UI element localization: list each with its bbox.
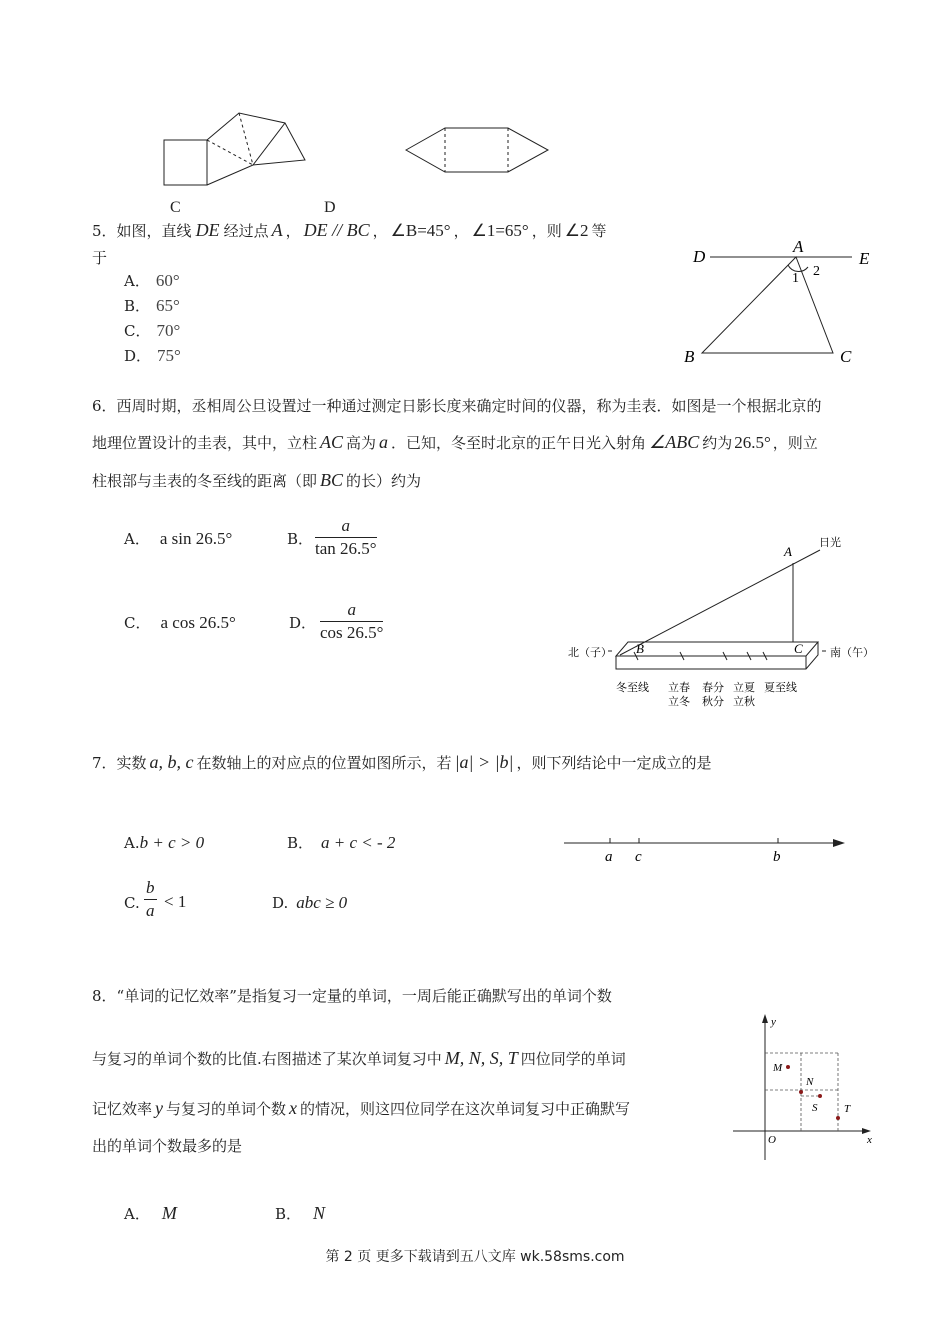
q5-label-b: B: [684, 347, 695, 366]
q5-label-c: C: [840, 347, 852, 366]
q6-option-a-value: a sin 26.5°: [159, 529, 233, 548]
q5-stem: [92, 220, 607, 241]
q5-math-de: DE: [195, 220, 220, 240]
q5-stem-cont: 于: [92, 249, 108, 267]
q6-line-2: [92, 432, 818, 453]
q6-gnomon-figure: [560, 530, 890, 710]
q8-option-b-value: N: [313, 1203, 326, 1223]
q5-option-c: [124, 321, 180, 341]
q8-line-2: [92, 1048, 626, 1069]
q7-option-a: [124, 833, 204, 853]
q7-option-b: [287, 833, 395, 853]
figure-d-label: D: [324, 199, 336, 216]
q8-label-n: N: [806, 1076, 814, 1088]
q5-option-b: [124, 296, 180, 316]
q8-option-a-value: M: [161, 1203, 177, 1223]
q5-math-a: A: [271, 220, 283, 240]
q5-math-angle-b: ∠B=45°: [390, 221, 451, 240]
q6-option-b-key: B．: [287, 530, 314, 548]
q7-stem: [92, 752, 712, 773]
q6-option-b-numerator: a: [315, 516, 377, 538]
page-footer: 第 2 页 更多下载请到五八文库 wk.58sms.com: [325, 1249, 625, 1265]
q8-line-2-a: 与复习的单词个数的比值.右图描述了某次单词复习中: [92, 1050, 442, 1068]
q6-label-summer-begin: 立夏: [733, 681, 755, 694]
figure-c-label: C: [170, 199, 181, 216]
q7-option-c-rest: < 1: [164, 892, 187, 911]
q7-option-c-numerator: b: [144, 878, 157, 900]
q8-line-3: [92, 1098, 630, 1119]
q6-option-c: [124, 613, 236, 633]
q5-triangle-figure: [680, 232, 885, 372]
q7-option-c-denominator: a: [146, 901, 155, 920]
q8-option-b-key: B．: [275, 1205, 302, 1223]
q8-axis-label-y: y: [771, 1016, 776, 1028]
q6-option-c-value: a cos 26.5°: [160, 613, 236, 632]
q8-option-b: [275, 1203, 325, 1224]
q6-line-3: [92, 470, 421, 491]
q6-line-1: 6．西周时期，丞相周公旦设置过一种通过测定日影长度来确定时间的仪器，称为圭表．如图是一个根据北京的: [92, 397, 822, 415]
q6-label-north: 北（子）: [568, 646, 612, 659]
q5-math-angle-1: ∠1=65°: [471, 221, 529, 240]
q7-text-1: 7．实数: [92, 754, 147, 772]
q5-option-a-value: 60°: [155, 271, 180, 290]
q6-label-c: C: [794, 641, 803, 656]
q8-line-3-b: 与复习的单词个数: [166, 1100, 287, 1118]
q6-label-autumn-equinox: 秋分: [702, 695, 724, 708]
q6-option-c-key: C．: [124, 614, 151, 632]
q7-option-d: [272, 893, 347, 913]
q7-option-d-value: abc ≥ 0: [296, 893, 348, 912]
q8-label-m: M: [773, 1062, 783, 1074]
q6-label-sun: 日光: [819, 536, 841, 549]
q5-option-c-value: 70°: [156, 321, 181, 340]
q5-label-a: A: [793, 237, 804, 256]
q5-sep-3: ，: [453, 222, 469, 240]
q6-label-b: B: [636, 641, 644, 656]
q5-math-parallel: DE // BC: [303, 220, 370, 240]
q8-line-1: 8．“单词的记忆效率”是指复习一定量的单词，一周后能正确默写出的单词个数: [92, 987, 612, 1005]
q8-point-t: [836, 1116, 840, 1120]
q5-label-d: D: [693, 247, 706, 266]
q5-option-c-key: C．: [124, 322, 151, 340]
q6-option-d-key: D．: [289, 614, 317, 632]
q6-math-angle: ∠ABC: [649, 432, 700, 452]
q8-math-x: x: [289, 1098, 298, 1118]
q5-label-2: 2: [813, 264, 820, 279]
q6-line-2-d: 约为: [702, 434, 733, 452]
q6-label-summer: 夏至线: [764, 681, 797, 694]
q6-line-2-b: 高为: [346, 434, 377, 452]
q8-line-3-c: 的情况，则这四位同学在这次单词复习中正确默写: [300, 1100, 631, 1118]
q8-label-s: S: [812, 1102, 818, 1114]
q8-axis-label-o: O: [768, 1134, 776, 1146]
q6-label-autumn-begin: 立秋: [733, 695, 755, 708]
q7-math-vars: a, b, c: [149, 752, 194, 772]
q7-option-c-fraction: [144, 878, 157, 921]
q7-text-2: 在数轴上的对应点的位置如图所示，若: [196, 754, 452, 772]
q6-option-d-numerator: a: [320, 600, 383, 622]
q5-label-e: E: [859, 249, 870, 268]
q7-option-b-key: B．: [287, 834, 314, 852]
q6-label-winter: 冬至线: [616, 681, 649, 694]
q6-math-ac: AC: [320, 432, 344, 452]
q6-line-2-c: ．已知，冬至时北京的正午日光入射角: [391, 434, 647, 452]
q6-label-spring-equinox: 春分: [702, 681, 724, 694]
q5-number: 5．: [92, 222, 117, 240]
q5-option-d: [124, 346, 181, 366]
q7-number-line: [560, 828, 855, 868]
q6-math-value: 26.5°: [734, 433, 771, 452]
q8-point-s: [818, 1094, 822, 1098]
q5-sep-2: ，: [372, 222, 388, 240]
q8-option-a: [124, 1203, 177, 1224]
q6-label-spring-begin: 立春: [668, 681, 690, 694]
q8-option-a-key: A．: [124, 1205, 150, 1223]
q6-option-d-fraction: [320, 600, 383, 643]
q7-math-condition: |a| > |b|: [454, 752, 514, 772]
q5-text-2: 经过点: [223, 222, 269, 240]
q6-option-a-key: A．: [124, 530, 150, 548]
q5-text-3: ，则: [531, 222, 562, 240]
figure-d: [400, 120, 555, 185]
q7-option-b-value: a + c < - 2: [321, 833, 396, 852]
q8-scatter-figure: [725, 1010, 885, 1165]
q6-option-b-fraction: [315, 516, 377, 559]
q8-math-y: y: [155, 1098, 164, 1118]
q8-line-3-a: 记忆效率: [92, 1100, 153, 1118]
q7-axis-label-b: b: [773, 849, 781, 865]
q5-text-4: 等: [591, 222, 607, 240]
q8-point-n: [799, 1090, 803, 1094]
q5-text-1: 如图，直线: [116, 222, 192, 240]
q8-point-m: [786, 1065, 790, 1069]
q5-math-angle-2: ∠2: [564, 221, 589, 240]
q7-option-a-key: A.: [124, 834, 140, 852]
q8-line-4: 出的单词个数最多的是: [92, 1137, 243, 1155]
q5-sep-1: ，: [285, 222, 301, 240]
q5-option-d-value: 75°: [157, 346, 181, 365]
q6-line-3-b: 的长）约为: [346, 472, 422, 490]
q7-text-3: ，则下列结论中一定成立的是: [516, 754, 712, 772]
q7-option-a-value: b + c > 0: [139, 833, 205, 852]
q5-label-1: 1: [792, 271, 799, 286]
q7-axis-label-c: c: [635, 849, 642, 865]
q6-option-b-denominator: tan 26.5°: [315, 539, 377, 558]
q6-label-south: 南（午）: [830, 646, 874, 659]
q6-option-a: [124, 529, 232, 549]
figure-c: [155, 105, 315, 195]
q6-label-a: A: [784, 544, 792, 559]
q8-line-2-b: 四位同学的单词: [520, 1050, 626, 1068]
q5-option-b-value: 65°: [156, 296, 180, 315]
q8-math-vars: M, N, S, T: [444, 1048, 518, 1068]
q6-label-winter-begin: 立冬: [668, 695, 690, 708]
q6-line-2-e: ，则立: [772, 434, 818, 452]
q6-math-a: a: [379, 432, 389, 452]
q7-option-d-key: D.: [272, 894, 289, 912]
q8-axis-label-x: x: [867, 1134, 872, 1146]
q6-line-2-a: 地理位置设计的圭表，其中，立柱: [92, 434, 318, 452]
q5-option-a: [124, 271, 180, 291]
q6-line-3-a: 柱根部与圭表的冬至线的距离（即: [92, 472, 318, 490]
q5-option-d-key: D．: [124, 347, 152, 365]
q6-option-d-denominator: cos 26.5°: [320, 623, 384, 642]
q5-option-b-key: B．: [124, 297, 151, 315]
q7-option-c-key: C.: [124, 894, 140, 912]
q5-option-a-key: A．: [124, 272, 150, 290]
q7-axis-label-a: a: [605, 849, 613, 865]
q8-label-t: T: [844, 1103, 851, 1115]
q6-math-bc: BC: [320, 470, 344, 490]
